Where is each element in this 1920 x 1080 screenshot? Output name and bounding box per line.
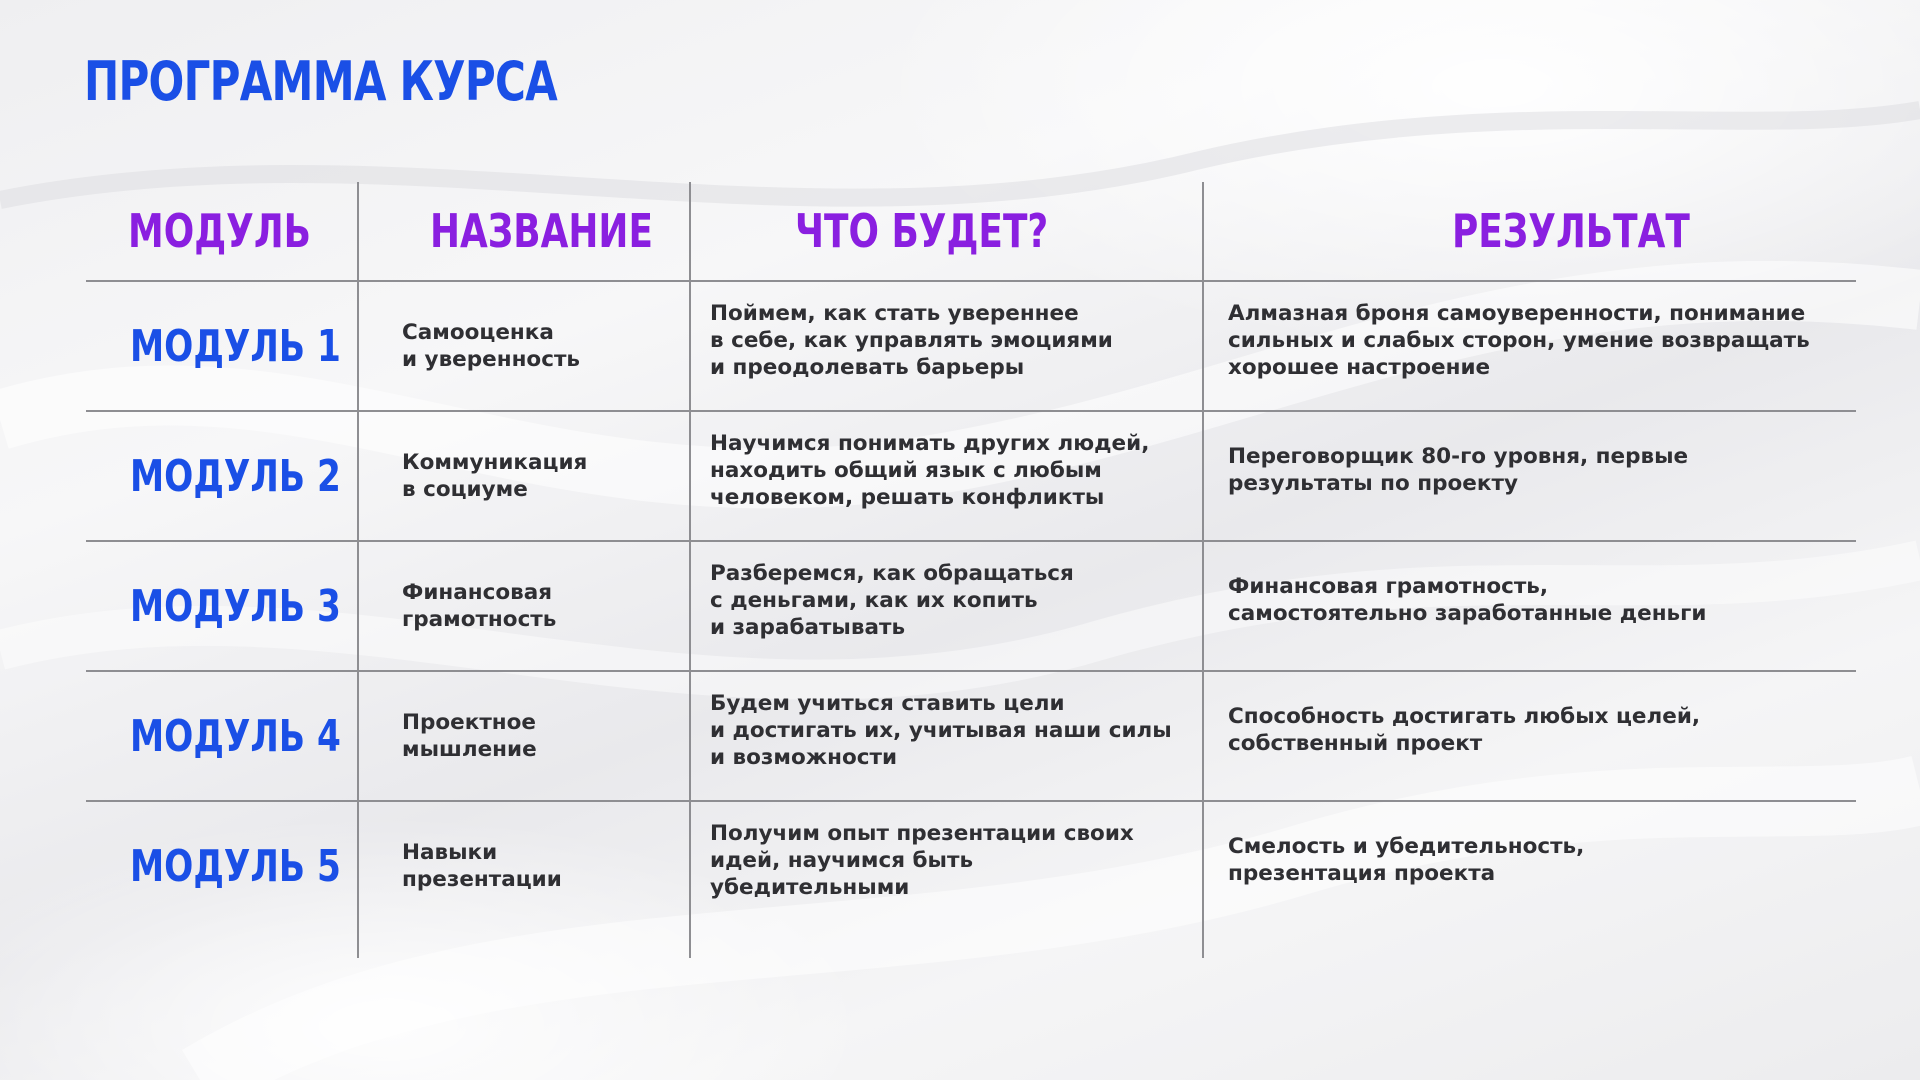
table-row (86, 801, 1856, 931)
module-name: Самооценка и уверенность (402, 320, 581, 372)
module-label: МОДУЛЬ 5 (130, 840, 341, 892)
module-description: Получим опыт презентации своих идей, научимся быть убедительными (710, 820, 1134, 900)
module-description: Разберемся, как обращаться с деньгами, как их копить и зарабатывать (710, 560, 1074, 640)
module-label: МОДУЛЬ 1 (130, 320, 341, 372)
module-name: Коммуникация в социуме (402, 450, 588, 502)
module-label: МОДУЛЬ 4 (130, 710, 341, 762)
module-name: Навыки презентации (402, 840, 562, 892)
header-what: ЧТО БУДЕТ? (795, 204, 1049, 258)
module-result: Переговорщик 80-го уровня, первые результаты по проекту (1228, 444, 1689, 496)
module-name: Финансовая грамотность (402, 580, 557, 632)
module-description: Поймем, как стать увереннее в себе, как управлять эмоциями и преодолевать барьеры (710, 300, 1113, 380)
module-description: Научимся понимать других людей, находить общий язык с любым человеком, решать конфликты (710, 430, 1150, 510)
table-row (86, 281, 1856, 411)
module-description: Будем учиться ставить цели и достигать их, учитывая наши силы и возможности (710, 690, 1172, 770)
header-name: НАЗВАНИЕ (430, 204, 653, 258)
module-result: Финансовая грамотность, самостоятельно заработанные деньги (1228, 574, 1707, 626)
course-program-table (86, 182, 1856, 958)
module-name: Проектное мышление (402, 710, 537, 762)
module-result: Смелость и убедительность, презентация проекта (1228, 834, 1585, 886)
page-title: ПРОГРАММА КУРСА (84, 50, 557, 113)
header-result: РЕЗУЛЬТАТ (1452, 204, 1690, 258)
module-result: Алмазная броня самоуверенности, понимание сильных и слабых сторон, умение возвращать хорошее настроение (1228, 300, 1810, 380)
table-row (86, 671, 1856, 801)
table-row (86, 411, 1856, 541)
module-label: МОДУЛЬ 2 (130, 450, 341, 502)
header-module: МОДУЛЬ (128, 204, 311, 258)
table-row (86, 541, 1856, 671)
module-label: МОДУЛЬ 3 (130, 580, 341, 632)
module-result: Способность достигать любых целей, собственный проект (1228, 704, 1701, 756)
